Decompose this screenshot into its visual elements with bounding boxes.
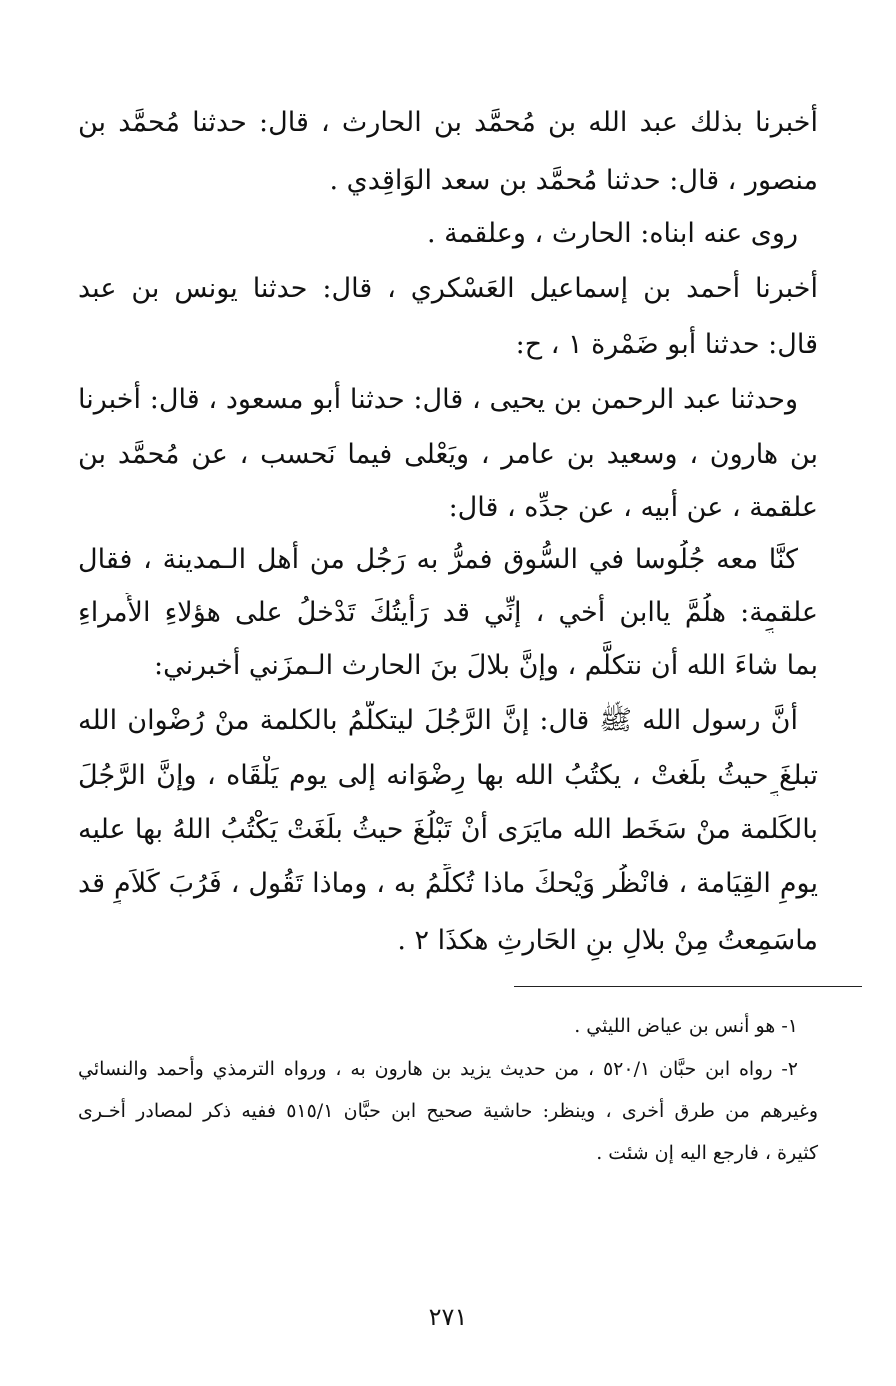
body-line-16: ماسَمِعتُ مِنْ بلالِ بنِ الحَارثِ هكذَا ٢ . (397, 925, 818, 956)
body-line-12: أنَّ رسول الله ﷺ قال: إنَّ الرَّجُلَ ليتكلَّمُ بالكلمة منْ رُضْوان الله (78, 705, 798, 736)
footnote-1: ١- هو أنس بن عياض الليثي . (574, 1015, 798, 1037)
body-line-7: بن هارون ، وسعيد بن عامر ، ويَعْلى فيما نَحسب ، عن مُحمَّد بن (78, 439, 818, 470)
footnote-2-line-2: وغيرهم من طرق أخرى ، وينظر: حاشية صحيح ابن حبَّان ٥١٥/١ ففيه ذكر لمصادر أخـرى (78, 1100, 818, 1122)
body-line-3: روى عنه ابناه: الحارث ، وعلقمة . (426, 218, 798, 249)
body-line-4: أخبرنا أحمد بن إسماعيل العَسْكري ، قال: حدثنا يونس بن عبد (78, 273, 818, 304)
footnote-separator (514, 986, 862, 987)
body-line-11: بما شاءَ الله أن نتكلَّم ، وإنَّ بلالَ بنَ الحارث الـمزَني أخبرني: (153, 650, 818, 681)
body-line-5: قال: حدثنا أبو ضَمْرة ١ ، ح: (515, 329, 818, 360)
footnote-2-line-1: ٢- رواه ابن حبَّان ٥٢٠/١ ، من حديث يزيد بن هارون به ، ورواه الترمذي وأحمد والنسائي (78, 1058, 798, 1080)
body-line-9: كنَّا معه جُلُوسا في السُّوق فمرُّ به رَجُل من أهل الـمدينة ، فقال (78, 544, 798, 575)
body-line-8: علقمة ، عن أبيه ، عن جدِّه ، قال: (448, 492, 818, 523)
body-line-1: أخبرنا بذلك عبد الله بن مُحمَّد بن الحارث ، قال: حدثنا مُحمَّد بن (78, 107, 818, 138)
body-line-15: يومِ القِيَامة ، فانْظُر وَيْحكَ ماذا تُكلِّمُ به ، وماذا تَقُول ، فَرُبَ كَلاَمٍ قد (78, 868, 818, 899)
page-number: ٢٧١ (428, 1303, 468, 1331)
body-line-6: وحدثنا عبد الرحمن بن يحيى ، قال: حدثنا أبو مسعود ، قال: أخبرنا (78, 384, 798, 415)
body-line-10: علقمة: هلُمَّ ياابن أخي ، إنِّي قد رَأيتُكَ تَدْخلُ على هؤلاءِ الأُمراءِ (78, 597, 818, 628)
body-line-13: تبلغَ حيثُ بلَغتْ ، يكتُبُ الله بها رِضْوَانه إلى يوم يَلْقَاه ، وإنَّ الرَّجُلَ (78, 760, 818, 791)
body-line-2: منصور ، قال: حدثنا مُحمَّد بن سعد الوَاقِدي . (329, 165, 818, 196)
body-line-14: بالكَلمة منْ سَخَط الله مايَرَى أنْ تَبْلُغَ حيثُ بلَغَتْ يَكْتُبُ اللهُ بها عليه (78, 814, 818, 845)
footnote-2-line-3: كثيرة ، فارجع اليه إن شئت . (596, 1142, 818, 1164)
